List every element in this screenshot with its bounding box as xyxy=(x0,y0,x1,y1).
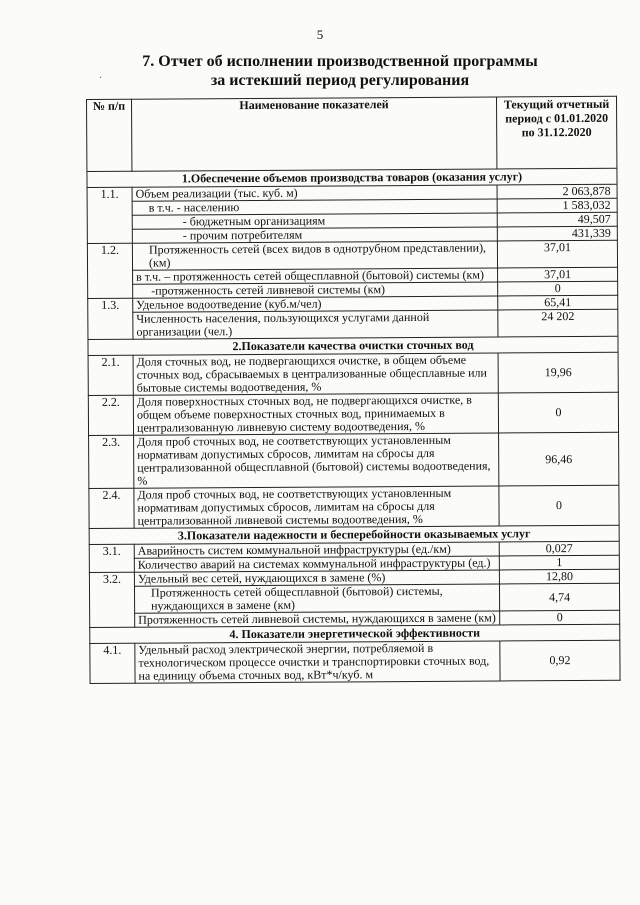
row-name: Объем реализации (тыс. куб. м) xyxy=(132,185,497,201)
row-value: 37,01 xyxy=(498,267,618,282)
header-num: № п/п xyxy=(87,99,132,171)
title-line-1: 7. Отчет об исполнении производственной программы xyxy=(142,53,538,70)
table-row xyxy=(88,309,618,339)
row-num: 2.1. xyxy=(88,355,133,395)
row-name: Протяженность сетей (всех видов в однотрубном представлении), (км) xyxy=(132,241,497,270)
row-name: в т.ч. - населению xyxy=(132,199,497,215)
row-value: 0 xyxy=(498,281,618,296)
row-value: 12,80 xyxy=(499,569,619,584)
row-value: 24 202 xyxy=(498,309,618,337)
row-value: 1 583,032 xyxy=(497,198,617,213)
row-name: -протяженность сетей ливневой системы (км) xyxy=(133,282,498,298)
row-name: Протяженность сетей общесплавной (бытовой) системы, нуждающихся в замене (км) xyxy=(134,584,499,613)
table-row xyxy=(88,352,618,395)
row-name: Доля сточных вод, не подвергающихся очистке, в общем объеме сточных вод, сбрасываемых в централизованные общесплавные или бытовые системы водоотведения, % xyxy=(133,353,498,395)
row-value: 0 xyxy=(498,392,618,433)
row-name: Аварийность систем коммунальной инфраструктуры (ед./км) xyxy=(134,542,499,558)
row-num: 1.3. xyxy=(88,298,133,339)
row-num: 3.1. xyxy=(89,544,134,572)
row-name: - бюджетным организациям xyxy=(132,213,497,229)
row-name: Доля проб сточных вод, не соответствующих установленным нормативам допустимых сбросов, лимитам на сбросы для централизованной ливневой системы водоотведения, % xyxy=(134,486,499,528)
section-4-title: 4. Показатели энергетической эффективности xyxy=(90,624,620,643)
row-value: 96,46 xyxy=(499,432,619,486)
table-row xyxy=(88,392,618,435)
header-period: Текущий отчетный период с 01.01.2020 по 31.12.2020 xyxy=(496,96,616,169)
table-header-row xyxy=(87,96,617,171)
row-value: 1 xyxy=(499,555,619,570)
table-row xyxy=(89,432,619,488)
header-name: Наименование показателей xyxy=(132,97,497,171)
row-name: в т.ч. – протяженность сетей общесплавной (бытовой) системы (км) xyxy=(133,268,498,284)
row-value: 37,01 xyxy=(497,240,617,268)
row-value: 0 xyxy=(500,610,620,625)
page-number: 5 xyxy=(316,27,324,42)
row-value: 0,92 xyxy=(500,640,620,681)
row-value: 0,027 xyxy=(499,541,619,556)
section-3-title: 3.Показатели надежности и бесперебойности оказываемых услуг xyxy=(89,525,619,544)
row-name: Количество аварий на системах коммунальной инфраструктуры (ед.) xyxy=(134,556,499,572)
row-value: 0 xyxy=(499,485,619,526)
row-num: 2.3. xyxy=(89,435,134,488)
table-row xyxy=(89,583,619,613)
row-num: 3.2. xyxy=(89,572,134,627)
row-value: 431,339 xyxy=(497,226,617,241)
table-row xyxy=(87,240,617,270)
row-value: 65,41 xyxy=(498,295,618,310)
row-name: Численность населения, пользующихся услугами данной организации (чел.) xyxy=(133,310,498,339)
section-2-title: 2.Показатели качества очистки сточных вод xyxy=(88,336,618,355)
row-name: Удельный расход электрической энергии, потребляемой в технологическом процессе очистки и транспортировки сточных вод, на единицу объема сточных вод, кВт*ч/куб. м xyxy=(135,641,500,683)
row-name: Доля проб сточных вод, не соответствующих установленным нормативам допустимых сбросов, лимитам на сбросы для централизованной общесплавной (бытовой) системы водоотведения, % xyxy=(134,433,499,488)
row-num: 2.2. xyxy=(88,395,133,435)
row-name: - прочим потребителям xyxy=(132,227,497,243)
row-num: 2.4. xyxy=(89,488,134,528)
title-line-2: за истекший период регулирования xyxy=(210,72,470,89)
row-num: 4.1. xyxy=(90,643,135,683)
table-row xyxy=(89,485,619,528)
row-num: 1.1. xyxy=(87,187,132,243)
row-num: 1.2. xyxy=(87,243,132,298)
row-name: Удельный вес сетей, нуждающихся в замене (%) xyxy=(134,570,499,586)
production-program-report-table xyxy=(86,96,621,684)
row-value: 19,96 xyxy=(498,352,618,393)
document-title xyxy=(0,52,640,90)
row-name: Доля поверхностных сточных вод, не подвергающихся очистке, в общем объеме поверхностных сточных вод, принимаемых в централизованную ливневую систему водоотведения, % xyxy=(133,393,498,435)
scan-speck: · xyxy=(99,73,103,84)
row-value: 2 063,878 xyxy=(497,184,617,199)
table-row xyxy=(90,640,620,683)
row-name: Протяженность сетей ливневой системы, нуждающихся в замене (км) xyxy=(135,611,500,627)
row-name: Удельное водоотведение (куб.м/чел) xyxy=(133,296,498,312)
row-value: 49,507 xyxy=(497,212,617,227)
row-value: 4,74 xyxy=(499,583,619,611)
section-1-title: 1.Обеспечение объемов производства товаров (оказания услуг) xyxy=(87,168,617,187)
